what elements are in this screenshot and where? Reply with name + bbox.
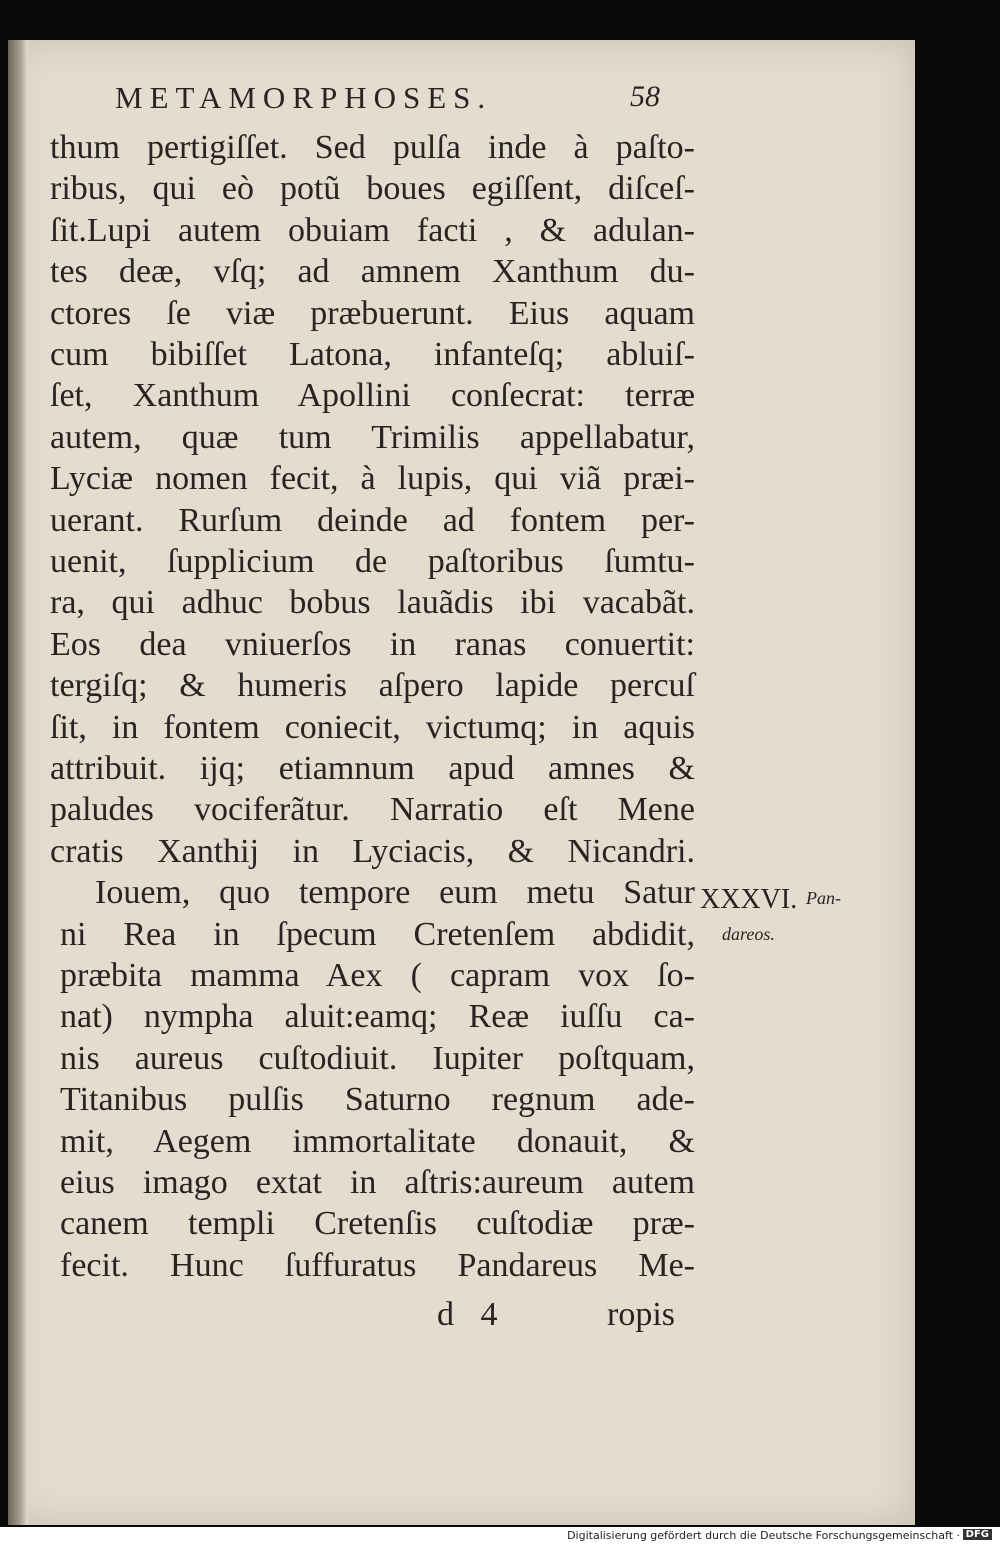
text-line: fecit. Hunc ſuffuratus Pandareus Me- — [60, 1246, 695, 1284]
text-line: autem, quæ tum Trimilis appellabatur, — [50, 418, 695, 456]
footer-credit: Digitalisierung gefördert durch die Deutsche Forschungsgemeinschaft · — [567, 1529, 960, 1542]
text-line: ctores ſe viæ præbuerunt. Eius aquam — [50, 294, 695, 332]
text-line: cum bibiſſet Latona, infanteſq; abluiſ- — [50, 336, 695, 373]
text-line: Titanibus pulſis Saturno regnum ade- — [60, 1081, 695, 1119]
text-line: ni Rea in ſpecum Cretenſem abdidit, — [60, 915, 695, 953]
text-line: ſit.Lupi autem obuiam facti , & adulan- — [50, 211, 695, 249]
text-line: eius imago extat in aſtris:aureum autem — [60, 1164, 695, 1201]
text-line: nis aureus cuſtodiuit. Iupiter poſtquam, — [60, 1039, 695, 1077]
text-line: præbita mamma Aex ( capram vox ſo- — [60, 957, 695, 994]
marginal-name-bottom: dareos. — [722, 924, 775, 944]
text-line: Lyciæ nomen fecit, à lupis, qui viã præi- — [50, 460, 695, 498]
page-gutter — [8, 40, 28, 1525]
text-line: Eos dea vniuerſos in ranas conuertit: — [50, 625, 695, 663]
text-line: Iouem, quo tempore eum metu Satur — [95, 874, 695, 912]
signature-mark: d 4 — [437, 1296, 498, 1333]
text-line: attribuit. ijq; etiamnum apud amnes & — [50, 750, 695, 787]
running-title: METAMORPHOSES. — [115, 80, 493, 115]
text-line: uenit, ſupplicium de paſtoribus ſumtu- — [50, 543, 695, 580]
text-line: ſet, Xanthum Apollini conſecrat: terræ — [50, 377, 695, 415]
catchword: ropis — [607, 1296, 675, 1333]
dfg-logo: DFG — [963, 1529, 992, 1540]
text-line: canem templi Cretenſis cuſtodiæ præ- — [60, 1205, 695, 1243]
text-line: tes deæ, vſq; ad amnem Xanthum du- — [50, 253, 695, 291]
marginal-name-top: Pan- — [806, 888, 841, 908]
text-line: mit, Aegem immortalitate donauit, & — [60, 1122, 695, 1160]
folio-number: 58 — [630, 80, 660, 113]
text-line: ra, qui adhuc bobus lauãdis ibi vacabãt. — [50, 584, 695, 622]
text-line: cratis Xanthij in Lyciacis, & Nicandri. — [50, 832, 695, 870]
text-line: ribus, qui eò potũ boues egiſſent, diſceſ- — [50, 170, 695, 208]
text-line: uerant. Rurſum deinde ad fontem per- — [50, 501, 695, 539]
text-line: thum pertigiſſet. Sed pulſa inde à paſto- — [50, 129, 695, 166]
text-line: tergiſq; & humeris aſpero lapide percuſ — [50, 667, 695, 705]
text-line: paludes vociferãtur. Narratio eſt Mene — [50, 791, 695, 829]
marginal-number: XXXVI. — [700, 884, 798, 915]
text-line: nat) nympha aluit:eamq; Reæ iuſſu ca- — [60, 998, 695, 1036]
text-line: ſit, in fontem coniecit, victumq; in aquis — [50, 708, 695, 746]
